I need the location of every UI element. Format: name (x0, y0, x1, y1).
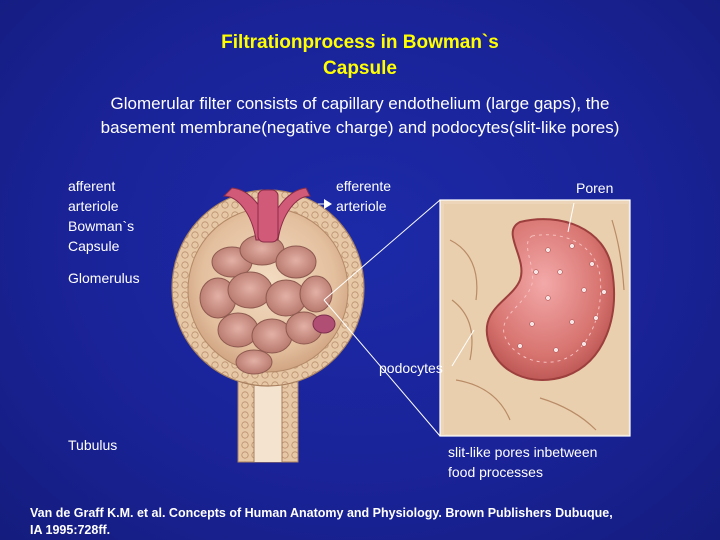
citation-line-1: Van de Graff K.M. et al. Concepts of Human Anatomy and Physiology. Brown Publishers Dubuque, (30, 506, 613, 520)
afferent-bowman-label (68, 176, 134, 256)
subtitle-line-1: Glomerular filter consists of capillary endothelium (large gaps), the (110, 94, 610, 113)
poren-label: Poren (576, 180, 614, 196)
slide-title-line-1: Filtrationprocess in Bowman`s (221, 32, 499, 53)
label-arteriole: arteriole (68, 198, 119, 214)
label-slit-line-2: food processes (448, 464, 543, 480)
tubulus-label: Tubulus (68, 437, 118, 453)
podocytes-label: podocytes (379, 360, 443, 376)
slide-title-line-2: Capsule (323, 58, 397, 79)
slit-pores-label (448, 442, 597, 482)
citation-line-2: IA 1995:728ff. (30, 523, 111, 537)
capillary-closeup (444, 204, 628, 434)
label-efferent-arteriole: arteriole (336, 198, 387, 214)
label-bowmans: Bowman`s (68, 218, 135, 234)
citation (30, 505, 710, 539)
label-afferent: afferent (68, 178, 116, 194)
glomerulus-label: Glomerulus (68, 270, 140, 286)
subtitle-line-2: basement membrane(negative charge) and podocytes(slit-like pores) (100, 118, 620, 137)
efferent-label (336, 176, 391, 216)
label-efferente: efferente (336, 178, 392, 194)
label-capsule: Capsule (68, 238, 120, 254)
label-slit-line-1: slit-like pores inbetween (448, 444, 598, 460)
